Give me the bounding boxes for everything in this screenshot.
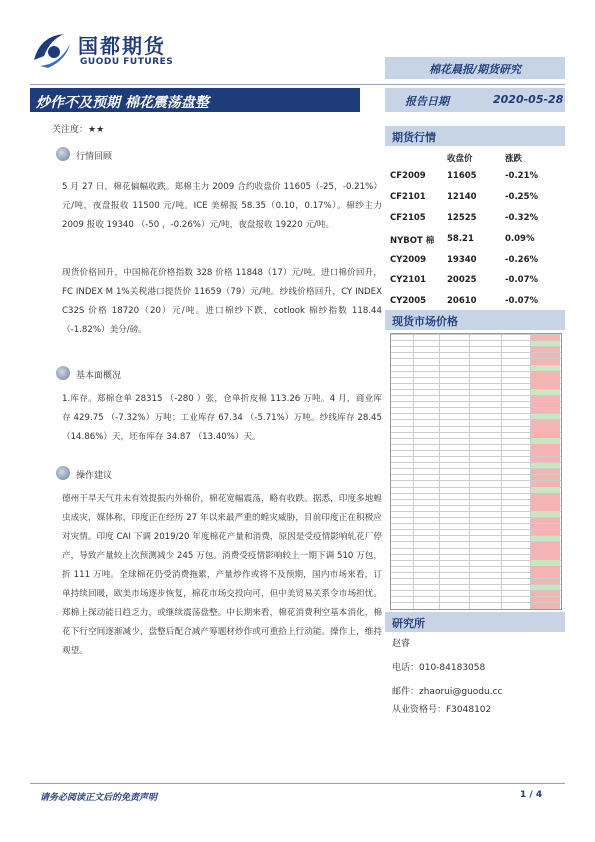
spot-col-line [413, 334, 414, 609]
researcher-email[interactable]: 邮件：zhaorui@guodu.cc [392, 687, 503, 697]
spot-price-table [390, 333, 562, 610]
futures-change: -0.21% [505, 171, 539, 181]
fundamentals-paragraph: 1.库存。郑棉仓单 28315 （-280 ）张，仓单折皮棉 113.26 万吨。4 月，商业库存 429.75 （-7.32%）万吨；工业库存 67.34 （-5.71%）万吨。纱线库存 28.45 （14.86%）天，坯布库存 34.87 （13.40%）天。 [62, 394, 382, 442]
futures-contract: CY2005 [390, 296, 427, 306]
section-bullet-icon [56, 466, 70, 480]
futures-price: 20610 [447, 296, 477, 306]
futures-price: 19340 [447, 255, 477, 265]
spot-col-line [501, 334, 502, 609]
section-heading-fundamentals: 基本面概况 [76, 371, 122, 381]
futures-contract: CY2009 [390, 255, 427, 265]
section-heading-advice: 操作建议 [76, 471, 113, 481]
section-heading-review: 行情回顾 [76, 152, 113, 162]
spot-panel-title: 现货市场价格 [392, 315, 458, 328]
report-type: 棉花晨报/期货研究 [428, 63, 522, 76]
futures-change: -0.07% [505, 296, 539, 306]
footer-divider [30, 783, 565, 784]
logo-name-cn: 国都期货 [78, 34, 166, 58]
section-bullet-icon [56, 147, 70, 161]
research-panel-title: 研究所 [392, 617, 425, 630]
futures-change: -0.32% [505, 213, 539, 223]
report-title: 炒作不及预期 棉花震荡盘整 [36, 95, 209, 111]
futures-price: 11605 [447, 171, 477, 181]
futures-change: -0.25% [505, 192, 539, 202]
futures-price: 12140 [447, 192, 477, 202]
futures-col-price: 收盘价 [447, 154, 473, 164]
researcher-name: 赵睿 [392, 639, 411, 649]
researcher-phone: 电话：010-84183058 [392, 663, 486, 673]
advice-paragraph: 德州干旱天气并未有效提振内外棉价，棉花宽幅震荡，略有收跌。据悉，印度多地蝗虫成灾，媒体称，印度正在经历 27 年以来最严重的蝗灾威胁，目前印度正在积极应对灾情。印度 CAI 下调 2019/20 年度棉花产量和消费，原因是受疫情影响轧花厂停产，导致产量较上次预测减少 245 万包。消费受疫情影响较上一期下调 510 万包，折 111 万吨。全球棉花仍受消费拖累，产量炒作或将不及预期，国内市场来看，订单持续回暖，欧美市场逐步恢复，棉花市场交投向可，但中美贸易关系令市场担忧。郑棉上探动能日趋乏力，或继续震荡盘整。中长期来看，棉花消费利空基本消化，棉花下行空间逐渐减少，盘整后配合减产筹题材炒作或可重拾上行动能。操作上，维持观望。 [62, 494, 382, 656]
section-bullet-icon [56, 366, 70, 380]
spot-change-cell [530, 603, 560, 609]
attention-rating: 关注度：★★ [52, 125, 105, 135]
spot-col-line [530, 334, 531, 609]
futures-change: 0.09% [505, 234, 535, 244]
futures-contract: CF2105 [390, 213, 426, 223]
futures-contract: NYBOT 棉 [390, 236, 435, 246]
logo-name-en: GUODU FUTURES [80, 57, 174, 67]
futures-price: 12525 [447, 213, 477, 223]
futures-price: 20025 [447, 275, 477, 285]
report-date-label: 报告日期 [405, 95, 449, 108]
header-divider [30, 84, 565, 85]
logo-mark-icon [30, 30, 74, 70]
futures-change: -0.26% [505, 255, 539, 265]
spot-col-line [439, 334, 440, 609]
futures-change: -0.07% [505, 275, 539, 285]
futures-contract: CF2101 [390, 192, 426, 202]
review-paragraph-1: 5 月 27 日，棉花偏幅收跌。郑棉主力 2009 合约收盘价 11605（-25，-0.21%）元/吨，夜盘报收 11500 元/吨。ICE 美棉报 58.35（0.10，0.17%）。棉纱主力 2009 报收 19340 （-50 ，-0.26%）元/吨，夜盘报收 19220 元/吨。 [62, 182, 382, 230]
futures-price: 58.21 [447, 234, 474, 244]
futures-contract: CF2009 [390, 171, 426, 181]
report-date-value: 2020-05-28 [493, 93, 564, 106]
page-number: 1 / 4 [520, 790, 543, 800]
disclaimer-link[interactable]: 请务必阅读正文后的免责声明 [40, 793, 158, 803]
futures-col-change: 涨跌 [505, 154, 523, 164]
futures-contract: CY2101 [390, 275, 427, 285]
review-paragraph-2: 现货价格回升，中国棉花价格指数 328 价格 11848（17）元/吨。进口棉价回升，FC INDEX M 1%关税港口提货价 11659（79）元/吨。纱线价格回升，CY INDEX C32S 价格 18720（20）元/吨。进口棉纱下跌，cotlook 棉纱指数 118.44 （-1.82%）美分/磅。 [62, 268, 382, 335]
researcher-license: 从业资格号：F3048102 [392, 705, 492, 715]
spot-col-line [469, 334, 470, 609]
futures-panel-title: 期货行情 [392, 131, 436, 144]
